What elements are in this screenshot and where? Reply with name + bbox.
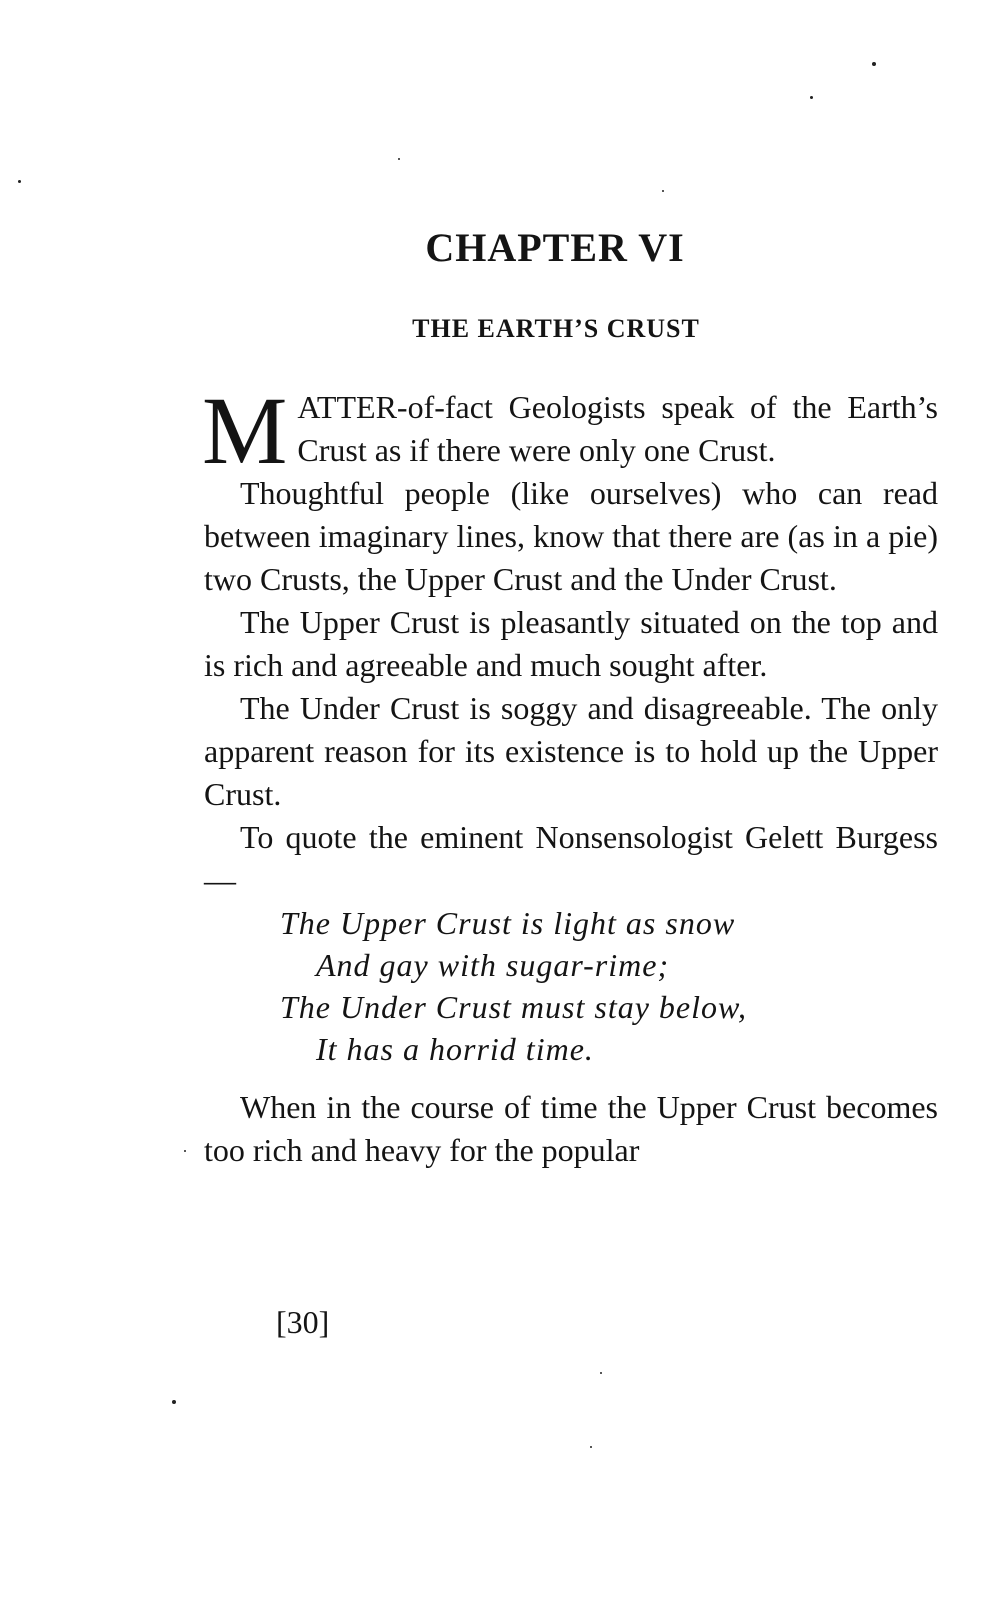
scan-speck bbox=[590, 1446, 592, 1448]
scan-speck bbox=[184, 1150, 186, 1152]
scan-speck bbox=[662, 190, 664, 192]
poem-line: And gay with sugar-rime; bbox=[316, 947, 670, 983]
chapter-body bbox=[202, 377, 938, 1172]
scan-speck bbox=[172, 1400, 176, 1404]
paragraph: The Upper Crust is pleasantly situated on the top and is rich and agreeable and much sought after. bbox=[204, 604, 938, 683]
paragraph bbox=[202, 377, 938, 484]
scan-speck bbox=[810, 96, 813, 99]
poem-quote bbox=[204, 902, 938, 1070]
chapter-subtitle: THE EARTH’S CRUST bbox=[412, 314, 700, 343]
chapter-number: VI bbox=[638, 225, 685, 270]
poem-line: The Upper Crust is light as snow bbox=[280, 905, 736, 941]
scan-speck bbox=[600, 1372, 602, 1374]
paragraph: The Under Crust is soggy and disagreeable. The only apparent reason for its existence is to hold up the Upper Crust. bbox=[204, 690, 938, 812]
scan-speck bbox=[398, 158, 400, 160]
paragraph: Thoughtful people (like ourselves) who can read between imaginary lines, know that there are (as in a pie) two Crusts, the Upper Crust and the Under Crust. bbox=[204, 475, 938, 597]
scan-speck bbox=[872, 62, 876, 66]
poem-line: It has a horrid time. bbox=[316, 1031, 594, 1067]
poem bbox=[204, 902, 938, 1070]
scan-speck bbox=[18, 180, 21, 183]
page-number: [30] bbox=[276, 1304, 330, 1340]
chapter-label: CHAPTER bbox=[425, 225, 628, 270]
drop-cap: M bbox=[202, 377, 288, 484]
chapter-heading bbox=[0, 222, 1000, 274]
poem-line: The Under Crust must stay below, bbox=[280, 989, 747, 1025]
paragraph-text: ATTER-of-fact Geologists speak of the Earth’s Crust as if there were only one Crust. bbox=[297, 389, 938, 468]
paragraph: When in the course of time the Upper Crust becomes too rich and heavy for the popular bbox=[204, 1089, 938, 1168]
paragraph: To quote the eminent Nonsensologist Gelett Burgess— bbox=[204, 819, 938, 898]
